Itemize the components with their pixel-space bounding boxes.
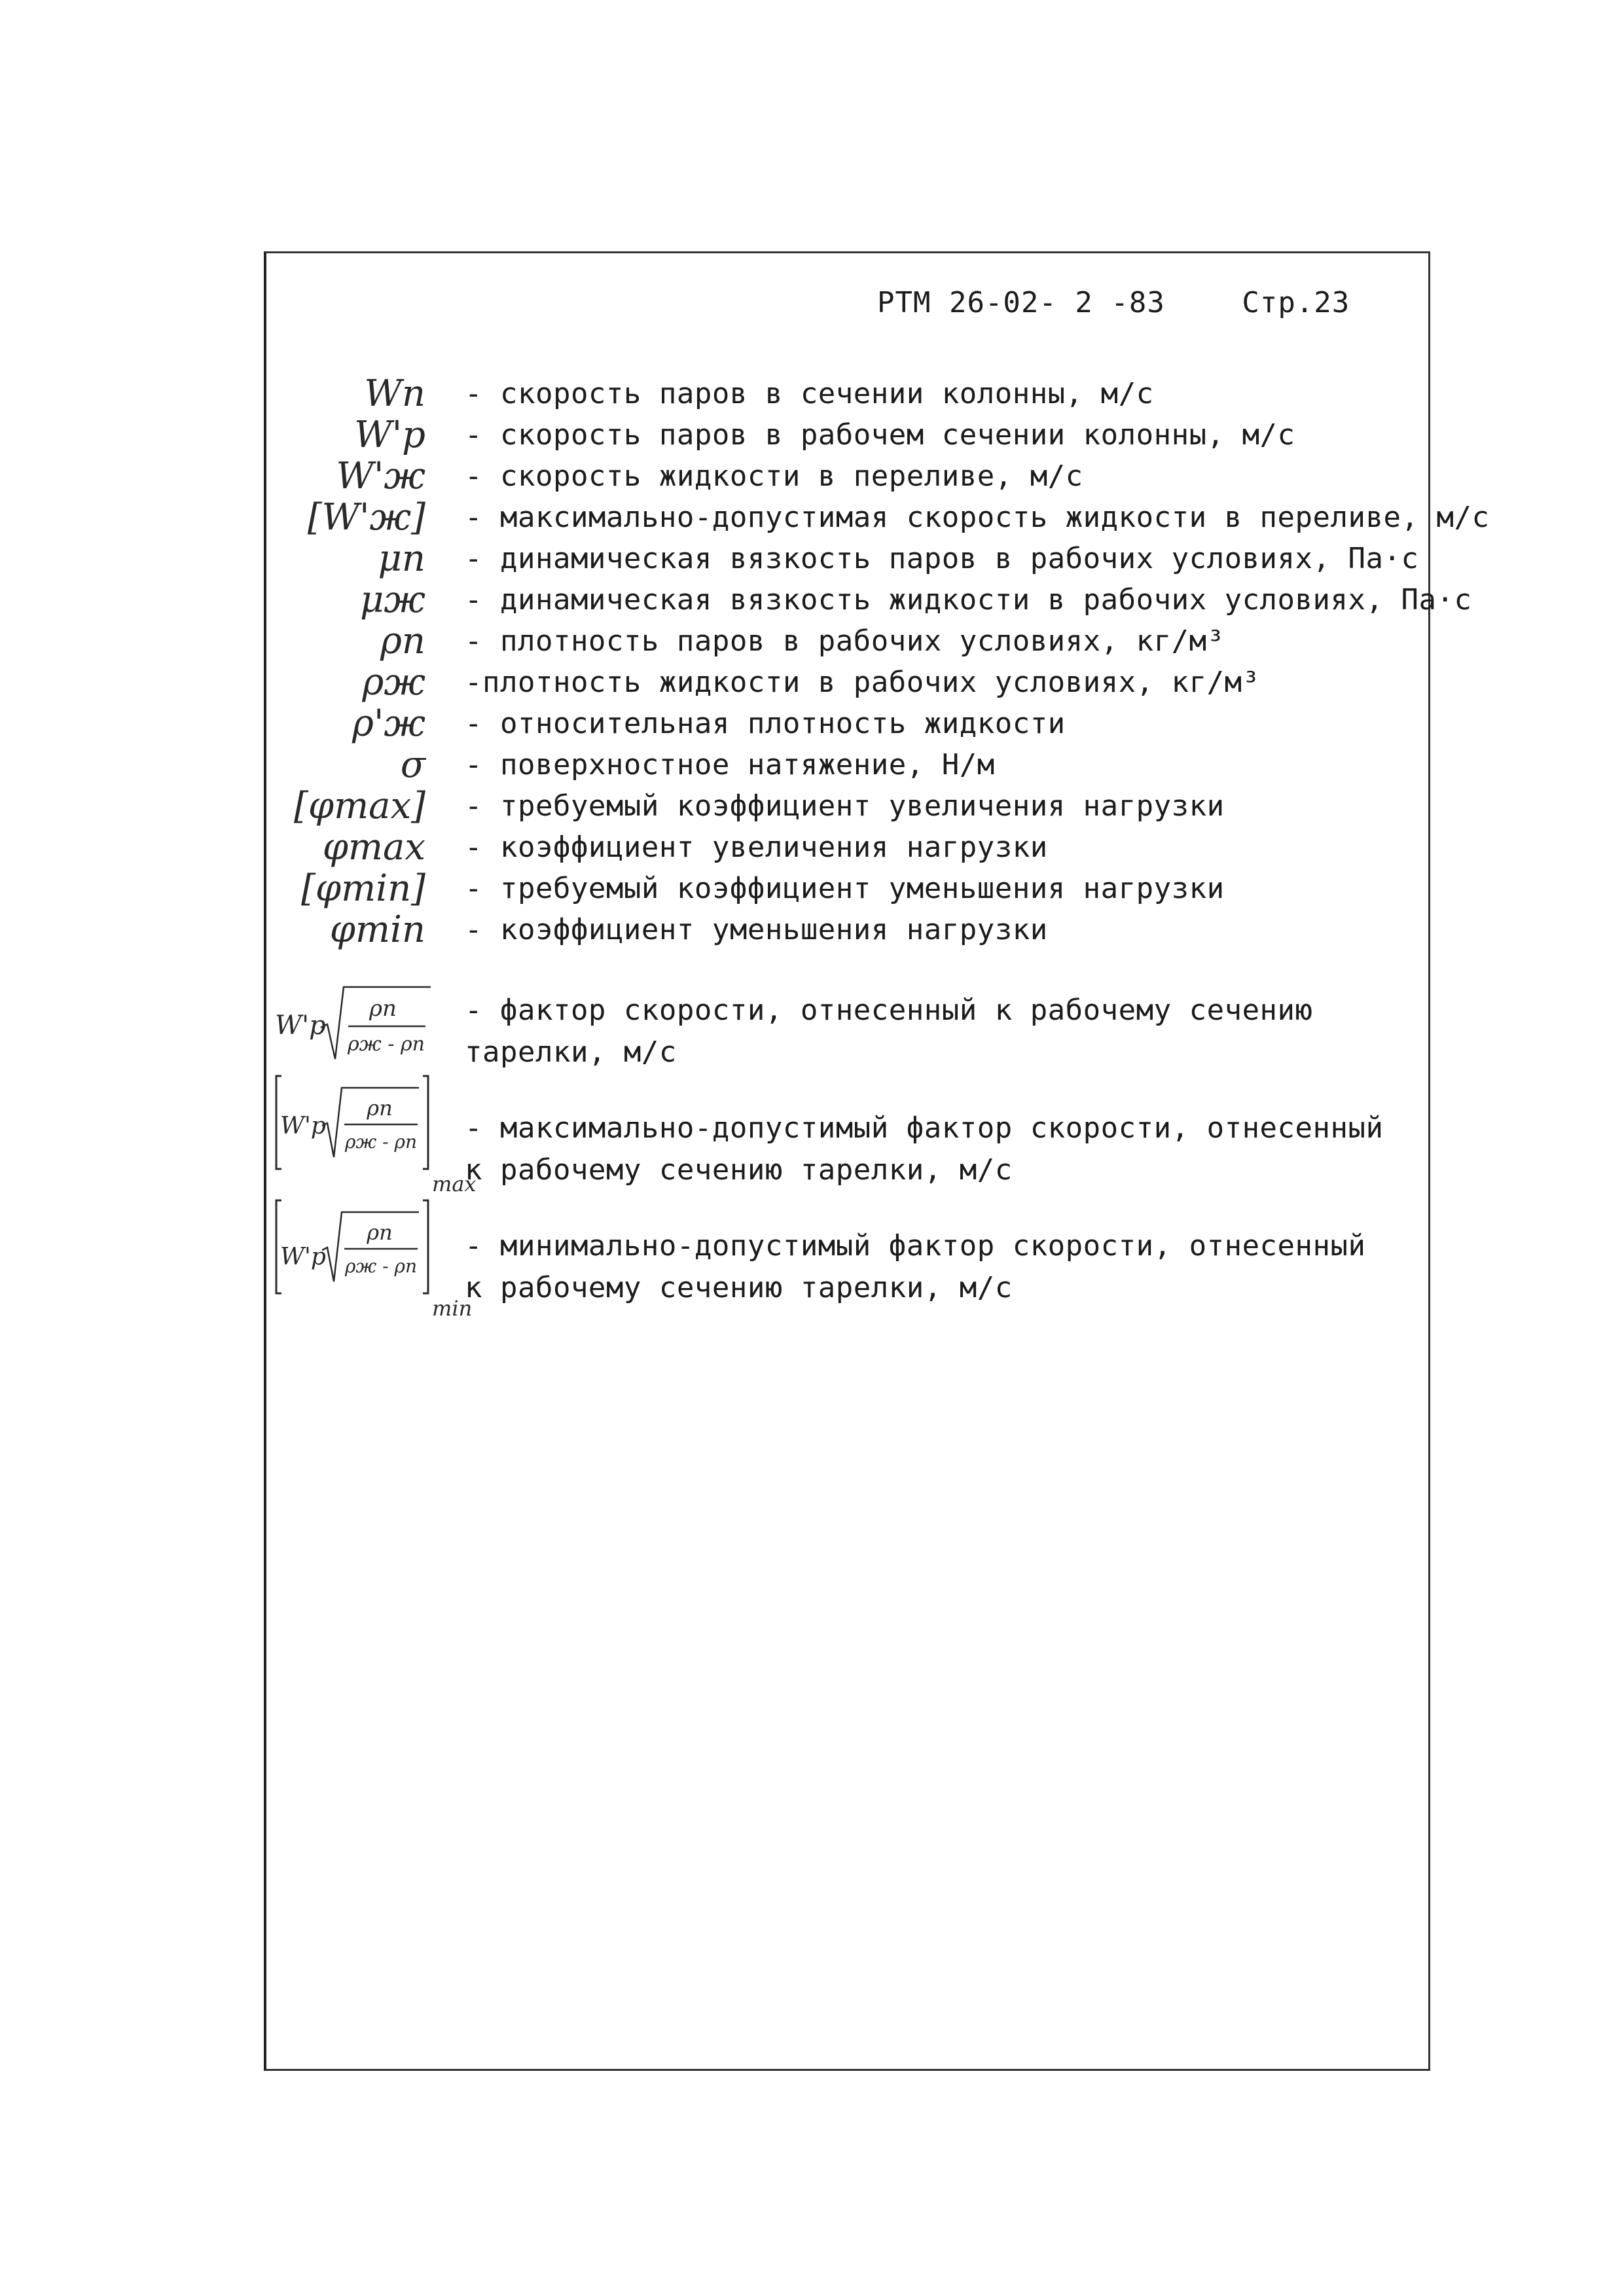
formula-graphic	[275, 1073, 431, 1172]
symbol: ρж	[362, 661, 425, 704]
factor-text-line1: - максимально-допустимый фактор скорости, отнесенный	[465, 1111, 1384, 1145]
page-number: Стр.23	[1242, 286, 1350, 319]
formula-graphic	[275, 975, 431, 1073]
formula-denominator: ρж - ρп	[348, 1033, 425, 1056]
definition-text: - плотность паров в рабочих условиях, кг/м³	[465, 624, 1225, 658]
definition-text: - требуемый коэффициент уменьшения нагрузки	[465, 872, 1225, 905]
definition-text: - динамическая вязкость жидкости в рабочих условиях, Па·с	[465, 583, 1472, 617]
symbol: W'р	[354, 414, 425, 456]
formula-numerator: ρп	[369, 996, 397, 1022]
definition-text: - скорость жидкости в переливе, м/с	[465, 459, 1083, 493]
formula-w: W'р	[280, 1244, 326, 1270]
symbol: W'ж	[336, 455, 425, 497]
definition-text: - коэффициент увеличения нагрузки	[465, 831, 1048, 864]
formula-denominator: ρж - ρп	[344, 1131, 418, 1153]
symbol: ρп	[380, 620, 425, 662]
velocity-factor-formula	[275, 975, 431, 1073]
definition-text: - требуемый коэффициент увеличения нагрузки	[465, 789, 1225, 823]
factor-text-line1: - фактор скорости, отнесенный к рабочему сечению	[465, 994, 1313, 1027]
factor-text-line2: к рабочему сечению тарелки, м/с	[465, 1153, 1013, 1187]
factor-text-line2: тарелки, м/с	[465, 1035, 677, 1069]
definition-text: - максимально-допустимая скорость жидкости в переливе, м/с	[465, 501, 1490, 534]
symbol: μж	[359, 579, 425, 621]
symbol: φmin	[329, 908, 425, 951]
page-header	[877, 286, 1350, 319]
max-velocity-factor-formula	[275, 1073, 431, 1172]
symbol: [φmin]	[301, 867, 425, 910]
factor-text-line2: к рабочему сечению тарелки, м/с	[465, 1271, 1013, 1304]
symbol: Wп	[364, 372, 425, 415]
formula-numerator: ρп	[367, 1220, 393, 1245]
symbol: φmax	[322, 826, 425, 869]
min-velocity-factor-formula	[275, 1198, 431, 1296]
max-subscript: max	[432, 1172, 477, 1196]
formula-numerator: ρп	[367, 1096, 393, 1121]
formula-graphic	[275, 1198, 431, 1296]
symbol: ρ'ж	[352, 702, 425, 745]
definition-text: - скорость паров в сечении колонны, м/с	[465, 377, 1154, 410]
min-subscript: min	[432, 1296, 473, 1321]
symbol: σ	[400, 744, 425, 786]
definition-text: - поверхностное натяжение, Н/м	[465, 748, 995, 781]
symbol: [W'ж]	[307, 496, 425, 539]
symbol: μп	[378, 537, 425, 580]
formula-denominator: ρж - ρп	[344, 1255, 418, 1277]
definition-text: - коэффициент уменьшения нагрузки	[465, 913, 1048, 946]
formula-w: W'р	[275, 1011, 326, 1041]
definition-text: -плотность жидкости в рабочих условиях, кг/м³	[465, 666, 1260, 699]
symbol: [φmax]	[294, 785, 425, 827]
definition-text: - скорость паров в рабочем сечении колонны, м/с	[465, 418, 1295, 452]
formula-w: W'р	[280, 1113, 326, 1139]
document-code: РТМ 26-02- 2 -83	[877, 286, 1165, 319]
factor-text-line1: - минимально-допустимый фактор скорости, отнесенный	[465, 1229, 1366, 1263]
definition-text: - относительная плотность жидкости	[465, 707, 1066, 740]
definition-text: - динамическая вязкость паров в рабочих условиях, Па·с	[465, 542, 1419, 575]
